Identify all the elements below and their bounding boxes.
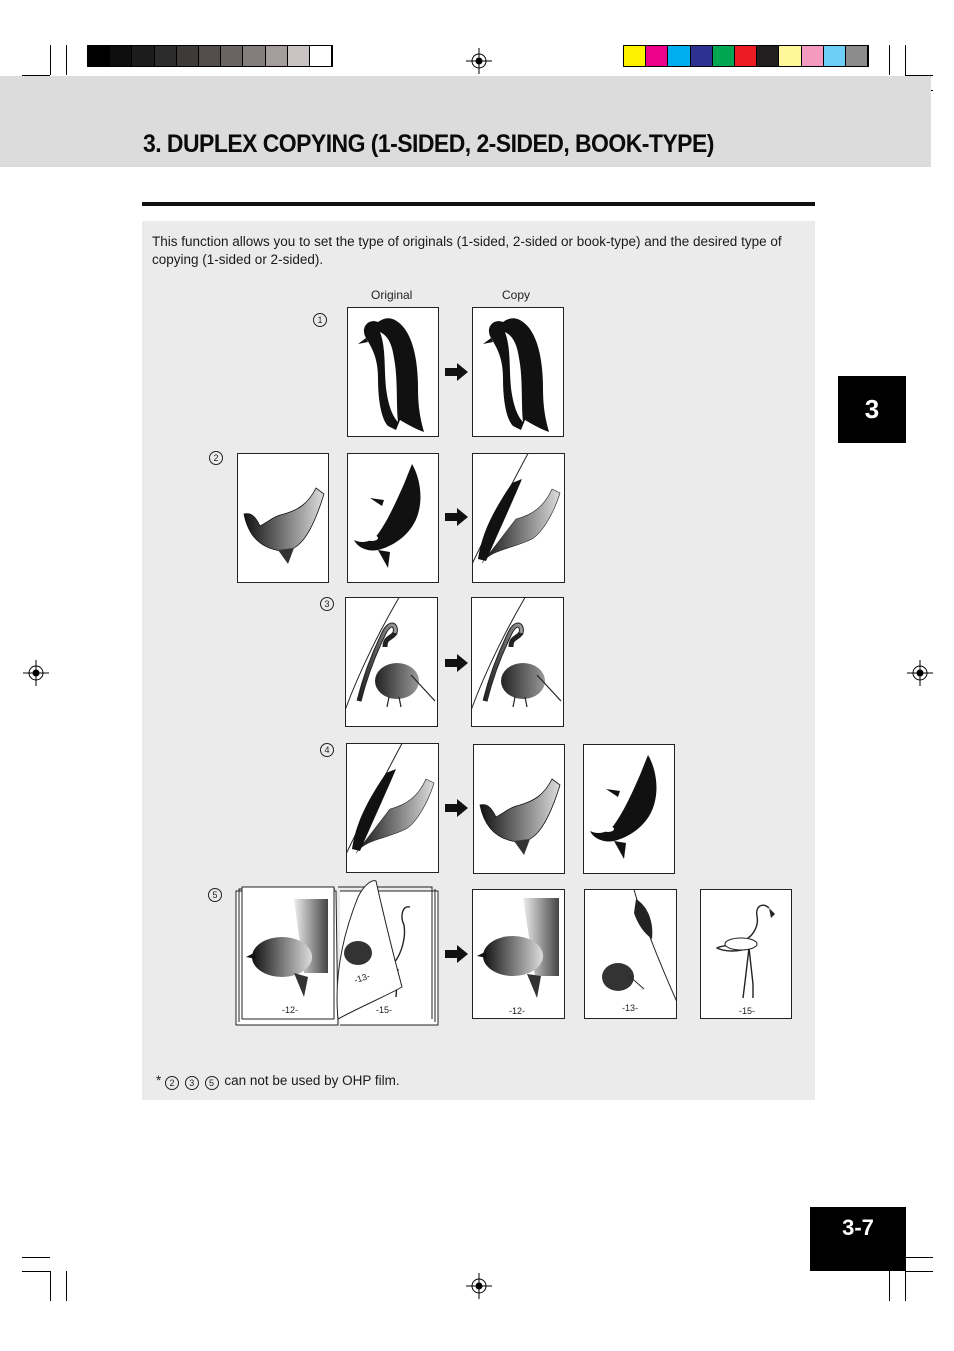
registration-target-icon [466, 48, 492, 74]
orca-illustration [584, 745, 674, 873]
original-page-flamingo-kiwi [345, 597, 438, 727]
color-swatch [824, 46, 846, 66]
color-swatch [624, 46, 646, 66]
copy-page-orca [583, 744, 675, 874]
registration-target-icon [907, 660, 933, 686]
page-number-label: -12- [282, 1005, 299, 1015]
arrow-right-icon [445, 363, 469, 381]
page-number-label: -15- [376, 1005, 393, 1015]
parrot-illustration [473, 890, 564, 1018]
gray-swatch [199, 46, 221, 66]
flamingo-kiwi-illustration [471, 597, 564, 727]
mode-marker-2: 2 [209, 451, 223, 465]
crop-mark [50, 45, 51, 75]
gray-swatch [310, 46, 332, 66]
crop-mark [905, 1271, 906, 1301]
color-swatch [713, 46, 735, 66]
crop-mark [905, 1271, 933, 1272]
duplex-page-curl-illustration [346, 743, 439, 873]
gray-swatch [88, 46, 110, 66]
arrow-right-icon [445, 945, 469, 963]
crop-mark [66, 45, 67, 75]
arrow-right-icon [445, 799, 469, 817]
gray-swatch [155, 46, 177, 66]
gray-swatch [110, 46, 132, 66]
crop-mark [50, 1271, 51, 1301]
gray-swatch [177, 46, 199, 66]
page-number-label: -15- [739, 1006, 756, 1016]
orca-illustration [348, 454, 438, 582]
page-number-label: -13- [352, 970, 372, 986]
column-header-original: Original [371, 288, 413, 302]
color-swatch [846, 46, 868, 66]
gray-calibration-bar [87, 45, 333, 67]
color-swatch [668, 46, 690, 66]
crop-mark [22, 1257, 50, 1258]
copy-page-13 [584, 889, 677, 1019]
intro-text: This function allows you to set the type of originals (1-sided, 2-sided or book-type) and the desired type of copying (1-sided or 2-sided). [152, 234, 782, 267]
gray-swatch [243, 46, 265, 66]
page-number: 3-7 [810, 1207, 906, 1271]
mode-marker-3: 3 [320, 597, 334, 611]
flamingo-kiwi-illustration [345, 597, 438, 727]
color-calibration-bar [623, 45, 869, 67]
copy-page-12 [472, 889, 565, 1019]
crop-mark [889, 45, 890, 75]
mode-marker-1: 1 [313, 313, 327, 327]
footnote-marker-5: 5 [205, 1076, 219, 1090]
penguin-illustration [473, 308, 563, 436]
crop-mark [905, 1257, 933, 1258]
page-title: 3. DUPLEX COPYING (1-SIDED, 2-SIDED, BOOK-TYPE) [143, 130, 714, 158]
copy-page-penguin [472, 307, 564, 437]
original-page-penguin [347, 307, 439, 437]
original-page-duplex [346, 743, 439, 873]
page-number-label: -13- [622, 1003, 639, 1013]
mode-marker-5: 5 [208, 888, 222, 902]
duplex-page-curl-illustration [584, 889, 677, 1019]
duplex-page-curl-illustration [472, 453, 565, 583]
copy-page-15 [700, 889, 792, 1019]
footnote [156, 1073, 400, 1089]
original-page-orca [347, 453, 439, 583]
column-header-copy: Copy [502, 288, 531, 302]
color-swatch [802, 46, 824, 66]
page-number-label: -12- [509, 1006, 526, 1016]
open-book-illustration [234, 877, 440, 1027]
arrow-right-icon [445, 654, 469, 672]
color-swatch [735, 46, 757, 66]
crop-mark [905, 45, 906, 75]
footnote-marker-2: 2 [165, 1076, 179, 1090]
gray-swatch [266, 46, 288, 66]
mode-marker-4: 4 [320, 743, 334, 757]
original-page-shark [237, 453, 329, 583]
arrow-right-icon [445, 508, 469, 526]
footnote-text: can not be used by OHP film. [224, 1073, 400, 1088]
flamingo-illustration [701, 890, 791, 1018]
footnote-marker-3: 3 [185, 1076, 199, 1090]
copy-page-duplex [472, 453, 565, 583]
original-book [234, 877, 440, 1027]
shark-illustration [238, 454, 328, 582]
gray-swatch [288, 46, 310, 66]
title-rule [142, 202, 815, 206]
shark-illustration [474, 745, 564, 873]
registration-target-icon [23, 660, 49, 686]
copy-page-shark [473, 744, 565, 874]
chapter-tab: 3 [838, 376, 906, 443]
footnote-star: * [156, 1073, 162, 1088]
color-swatch [757, 46, 779, 66]
color-swatch [646, 46, 668, 66]
penguin-illustration [348, 308, 438, 436]
copy-page-flamingo-kiwi [471, 597, 564, 727]
crop-mark [889, 1271, 890, 1301]
color-swatch [779, 46, 801, 66]
registration-target-icon [466, 1273, 492, 1299]
gray-swatch [132, 46, 154, 66]
gray-swatch [221, 46, 243, 66]
crop-mark [22, 1271, 50, 1272]
crop-mark [66, 1271, 67, 1301]
color-swatch [691, 46, 713, 66]
